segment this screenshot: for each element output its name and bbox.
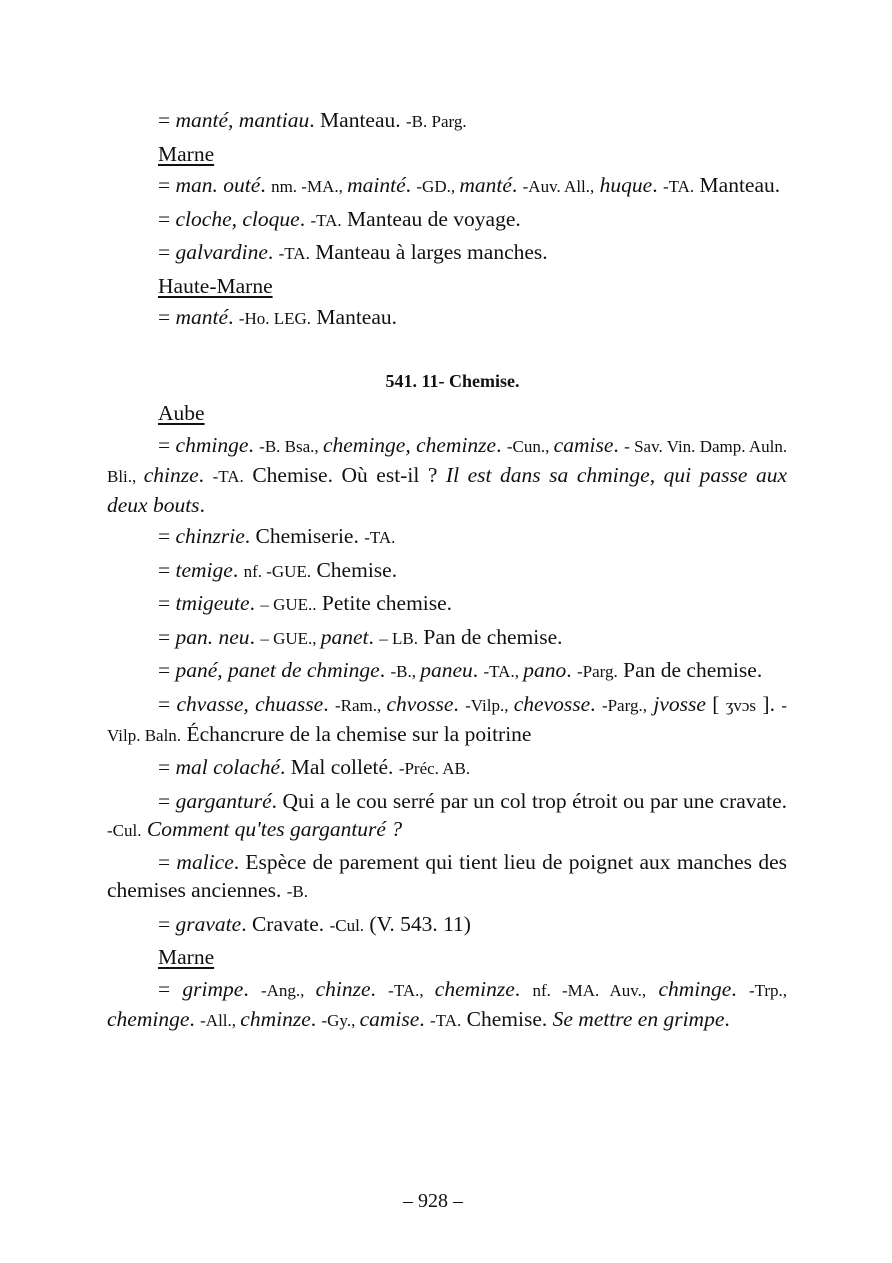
dialect-term: pano bbox=[523, 658, 567, 682]
entries-chemise bbox=[107, 399, 787, 1035]
dictionary-entry bbox=[107, 106, 787, 136]
dialect-term: camise bbox=[553, 432, 614, 457]
entry-text: = bbox=[158, 788, 176, 813]
entry-text: = bbox=[158, 624, 176, 649]
source-abbrev: -B. Bsa., bbox=[259, 436, 323, 456]
entry-text: . bbox=[652, 173, 663, 197]
entry-text: . bbox=[267, 240, 279, 264]
source-abbrev: -Ho. LEG. bbox=[238, 309, 312, 328]
entry-text: Manteau à larges manches. bbox=[309, 240, 548, 264]
source-abbrev: -Gy., bbox=[321, 1010, 360, 1030]
entry-text: Échancrure de la chemise sur la poitrine bbox=[181, 721, 532, 746]
entry-text: . bbox=[453, 691, 466, 716]
dictionary-entry bbox=[107, 171, 787, 201]
source-abbrev: -TA., bbox=[483, 662, 524, 681]
source-abbrev: -Vilp., bbox=[465, 695, 514, 715]
source-abbrev: -TA. bbox=[430, 1010, 462, 1030]
source-abbrev: nf. -GUE. bbox=[243, 561, 312, 581]
source-abbrev: – GUE.. bbox=[260, 595, 317, 614]
dialect-term: garganturé bbox=[175, 788, 272, 813]
dialect-term: chvosse bbox=[386, 691, 454, 716]
entry-text: . bbox=[370, 976, 389, 1001]
entry-text: . bbox=[232, 557, 244, 582]
entry-text: . Manteau. bbox=[309, 108, 407, 132]
dialect-term: jvosse bbox=[653, 691, 706, 716]
entry-text: , bbox=[649, 462, 664, 487]
source-abbrev: -Parg. bbox=[576, 662, 618, 681]
entry-text: = bbox=[158, 240, 176, 264]
dialect-term: pan. neu bbox=[175, 624, 250, 649]
dialect-term: panet bbox=[320, 624, 369, 649]
entry-text: . bbox=[260, 173, 272, 197]
source-abbrev: nf. -MA. Auv., bbox=[532, 980, 647, 1000]
entry-text: . bbox=[731, 976, 749, 1001]
entry-text: Manteau. bbox=[311, 305, 398, 329]
dialect-term: chminge bbox=[658, 976, 732, 1001]
dictionary-entry bbox=[107, 910, 787, 940]
entry-text: . bbox=[323, 691, 335, 716]
dialect-term: Il est dans sa chminge bbox=[445, 462, 650, 487]
entry-text: = bbox=[158, 108, 176, 132]
dialect-term: cheminge bbox=[107, 1006, 190, 1031]
entry-text: = bbox=[158, 524, 176, 548]
dialect-term: galvardine bbox=[175, 240, 268, 264]
entry-text: . Mal colleté. bbox=[280, 755, 399, 779]
entry-text: = bbox=[158, 691, 177, 716]
page-number: – 928 – bbox=[403, 1190, 463, 1212]
dialect-term: malice bbox=[176, 850, 234, 874]
entry-text: . bbox=[613, 432, 625, 457]
entry-text: . bbox=[590, 691, 602, 716]
entry-text: . bbox=[724, 1006, 730, 1031]
dialect-term: chinze bbox=[315, 976, 371, 1001]
dictionary-entry bbox=[107, 623, 787, 653]
source-abbrev: -TA. bbox=[364, 528, 396, 547]
source-abbrev: -Parg., bbox=[601, 695, 647, 715]
entry-text: . bbox=[249, 624, 261, 649]
entry-text: . bbox=[405, 173, 417, 197]
source-abbrev: -Trp., bbox=[748, 980, 788, 1000]
source-abbrev: -Auv. All., bbox=[522, 177, 595, 196]
entry-text: Pan de chemise. bbox=[418, 624, 563, 649]
entry-text: [ bbox=[705, 691, 726, 716]
entry-text: . bbox=[566, 658, 577, 682]
source-abbrev: -TA. bbox=[310, 210, 342, 230]
dialect-term: paneu bbox=[420, 658, 473, 682]
dictionary-entry bbox=[107, 556, 787, 586]
dialect-term: pané, panet de chminge bbox=[175, 658, 380, 682]
source-abbrev: – GUE., bbox=[260, 628, 321, 648]
dialect-term: cloche, cloque bbox=[175, 206, 300, 231]
entry-text: = bbox=[158, 755, 176, 779]
source-abbrev: -TA. bbox=[212, 466, 244, 486]
region-label: Haute-Marne bbox=[158, 273, 273, 298]
entry-text: . bbox=[419, 1006, 431, 1031]
source-abbrev: - Sav. Vin. Damp. Auln. Bli., bbox=[107, 436, 788, 486]
source-abbrev: -Cun., bbox=[506, 436, 554, 456]
source-abbrev: -GD., bbox=[416, 177, 460, 196]
dictionary-entry bbox=[107, 848, 787, 906]
dialect-term: manté bbox=[175, 305, 229, 329]
source-abbrev: -B., bbox=[390, 662, 421, 681]
entry-text: Petite chemise. bbox=[316, 591, 453, 615]
source-abbrev: -All., bbox=[200, 1010, 241, 1030]
dialect-term: qui passe aux deux bouts bbox=[107, 462, 787, 517]
entry-text: = bbox=[158, 591, 176, 615]
entry-text: . bbox=[199, 492, 205, 517]
entry-text: . bbox=[189, 1006, 201, 1031]
section-heading: 541. 11- Chemise. bbox=[385, 371, 520, 391]
entry-text: . bbox=[472, 658, 484, 682]
dialect-term: chevosse bbox=[513, 691, 591, 716]
entry-text: . bbox=[228, 305, 239, 329]
region-label: Aube bbox=[158, 401, 205, 425]
source-abbrev: nm. -MA., bbox=[271, 177, 348, 196]
entry-text: = bbox=[158, 850, 177, 874]
dialect-term: huque bbox=[599, 173, 653, 197]
dictionary-entry bbox=[107, 656, 787, 686]
entry-text: . bbox=[511, 173, 523, 197]
dialect-term: Se mettre en grimpe bbox=[552, 1006, 725, 1031]
dictionary-entry bbox=[107, 589, 787, 619]
dictionary-entry bbox=[107, 787, 787, 845]
source-abbrev: -Ram., bbox=[334, 695, 387, 715]
source-abbrev: -B. bbox=[286, 882, 308, 901]
dictionary-entry bbox=[107, 522, 787, 552]
dialect-term: Comment qu'tes garganturé ? bbox=[146, 816, 403, 841]
dialect-term: mal colaché bbox=[175, 755, 280, 779]
dialect-term: chinzrie bbox=[175, 524, 245, 548]
entry-text: . bbox=[368, 624, 380, 649]
entry-text: Pan de chemise. bbox=[617, 658, 763, 682]
entry-text: . bbox=[496, 432, 507, 457]
entry-text: = bbox=[158, 305, 176, 329]
source-abbrev: -TA., bbox=[388, 980, 435, 1000]
region-label: Marne bbox=[158, 945, 215, 969]
source-abbrev: -Cul. bbox=[107, 820, 142, 840]
entry-text: = bbox=[158, 173, 176, 197]
entry-text: Chemise. bbox=[461, 1006, 553, 1031]
dictionary-entry bbox=[107, 431, 787, 519]
entry-text: Chemise. Où est-il ? bbox=[243, 462, 446, 487]
source-abbrev: -Cul. bbox=[329, 915, 365, 935]
entry-text: = bbox=[158, 557, 176, 582]
dialect-term: cheminze bbox=[434, 976, 515, 1001]
source-abbrev: -B. Parg. bbox=[406, 112, 467, 131]
dictionary-entry bbox=[107, 690, 787, 750]
continued-entries-manteau bbox=[107, 106, 787, 333]
entry-text: ]. bbox=[756, 691, 782, 716]
dialect-term: temige bbox=[175, 557, 233, 582]
entry-text: . bbox=[514, 976, 533, 1001]
source-abbrev: ʒvɔs bbox=[725, 695, 757, 715]
entry-text: . bbox=[299, 206, 311, 231]
entry-text: . bbox=[249, 591, 261, 615]
region-label: Marne bbox=[158, 141, 215, 166]
dialect-term: grimpe bbox=[182, 976, 244, 1001]
dialect-term: mainté bbox=[347, 173, 406, 197]
dictionary-entry bbox=[107, 975, 787, 1035]
document-page bbox=[107, 106, 787, 1038]
entry-text: . Qui a le cou serré par un col trop étroit ou par une cravate. bbox=[271, 788, 787, 813]
dialect-term: camise bbox=[359, 1006, 420, 1031]
dictionary-entry bbox=[107, 238, 787, 268]
dialect-term: manté, mantiau bbox=[175, 108, 310, 132]
dictionary-entry bbox=[107, 205, 787, 235]
entry-text bbox=[646, 977, 658, 1001]
entry-text: . bbox=[379, 658, 391, 682]
dialect-term: man. outé bbox=[175, 173, 261, 197]
source-abbrev: -Vilp. Baln. bbox=[107, 695, 787, 745]
entry-text: = bbox=[158, 911, 176, 936]
source-abbrev: -Préc. AB. bbox=[398, 759, 471, 778]
dictionary-entry bbox=[107, 303, 787, 333]
entry-text: = bbox=[158, 432, 176, 457]
dialect-term: chinze bbox=[143, 462, 199, 487]
entry-text: . Espèce de parement qui tient lieu de poignet aux manches des chemises anciennes. bbox=[107, 850, 787, 902]
entry-text: = bbox=[158, 976, 183, 1001]
source-abbrev: -TA. bbox=[278, 244, 310, 263]
dialect-term: gravate bbox=[175, 911, 242, 936]
entry-text: . bbox=[243, 976, 261, 1001]
entry-text: . Cravate. bbox=[241, 911, 330, 936]
entry-text: Chemise. bbox=[311, 557, 398, 582]
dialect-term: chminge bbox=[175, 432, 249, 457]
source-abbrev: -TA. bbox=[662, 177, 695, 196]
entry-text: Manteau. bbox=[694, 173, 781, 197]
dictionary-entry bbox=[107, 753, 787, 783]
entry-text: = bbox=[158, 658, 176, 682]
entry-text: . bbox=[198, 462, 213, 487]
entry-text: (V. 543. 11) bbox=[364, 911, 471, 936]
dialect-term: cheminge, cheminze bbox=[322, 432, 497, 457]
dialect-term: chvasse, chuasse bbox=[176, 691, 324, 716]
entry-text: Manteau de voyage. bbox=[341, 206, 521, 231]
entry-text: . bbox=[248, 432, 260, 457]
entry-text: . Chemiserie. bbox=[244, 524, 365, 548]
source-abbrev: -Ang., bbox=[260, 980, 316, 1000]
source-abbrev: – LB. bbox=[379, 628, 419, 648]
dialect-term: tmigeute bbox=[175, 591, 250, 615]
entry-text: . bbox=[310, 1006, 322, 1031]
dialect-term: manté bbox=[459, 173, 512, 197]
entry-text: = bbox=[158, 206, 176, 231]
dialect-term: chminze bbox=[240, 1006, 311, 1031]
